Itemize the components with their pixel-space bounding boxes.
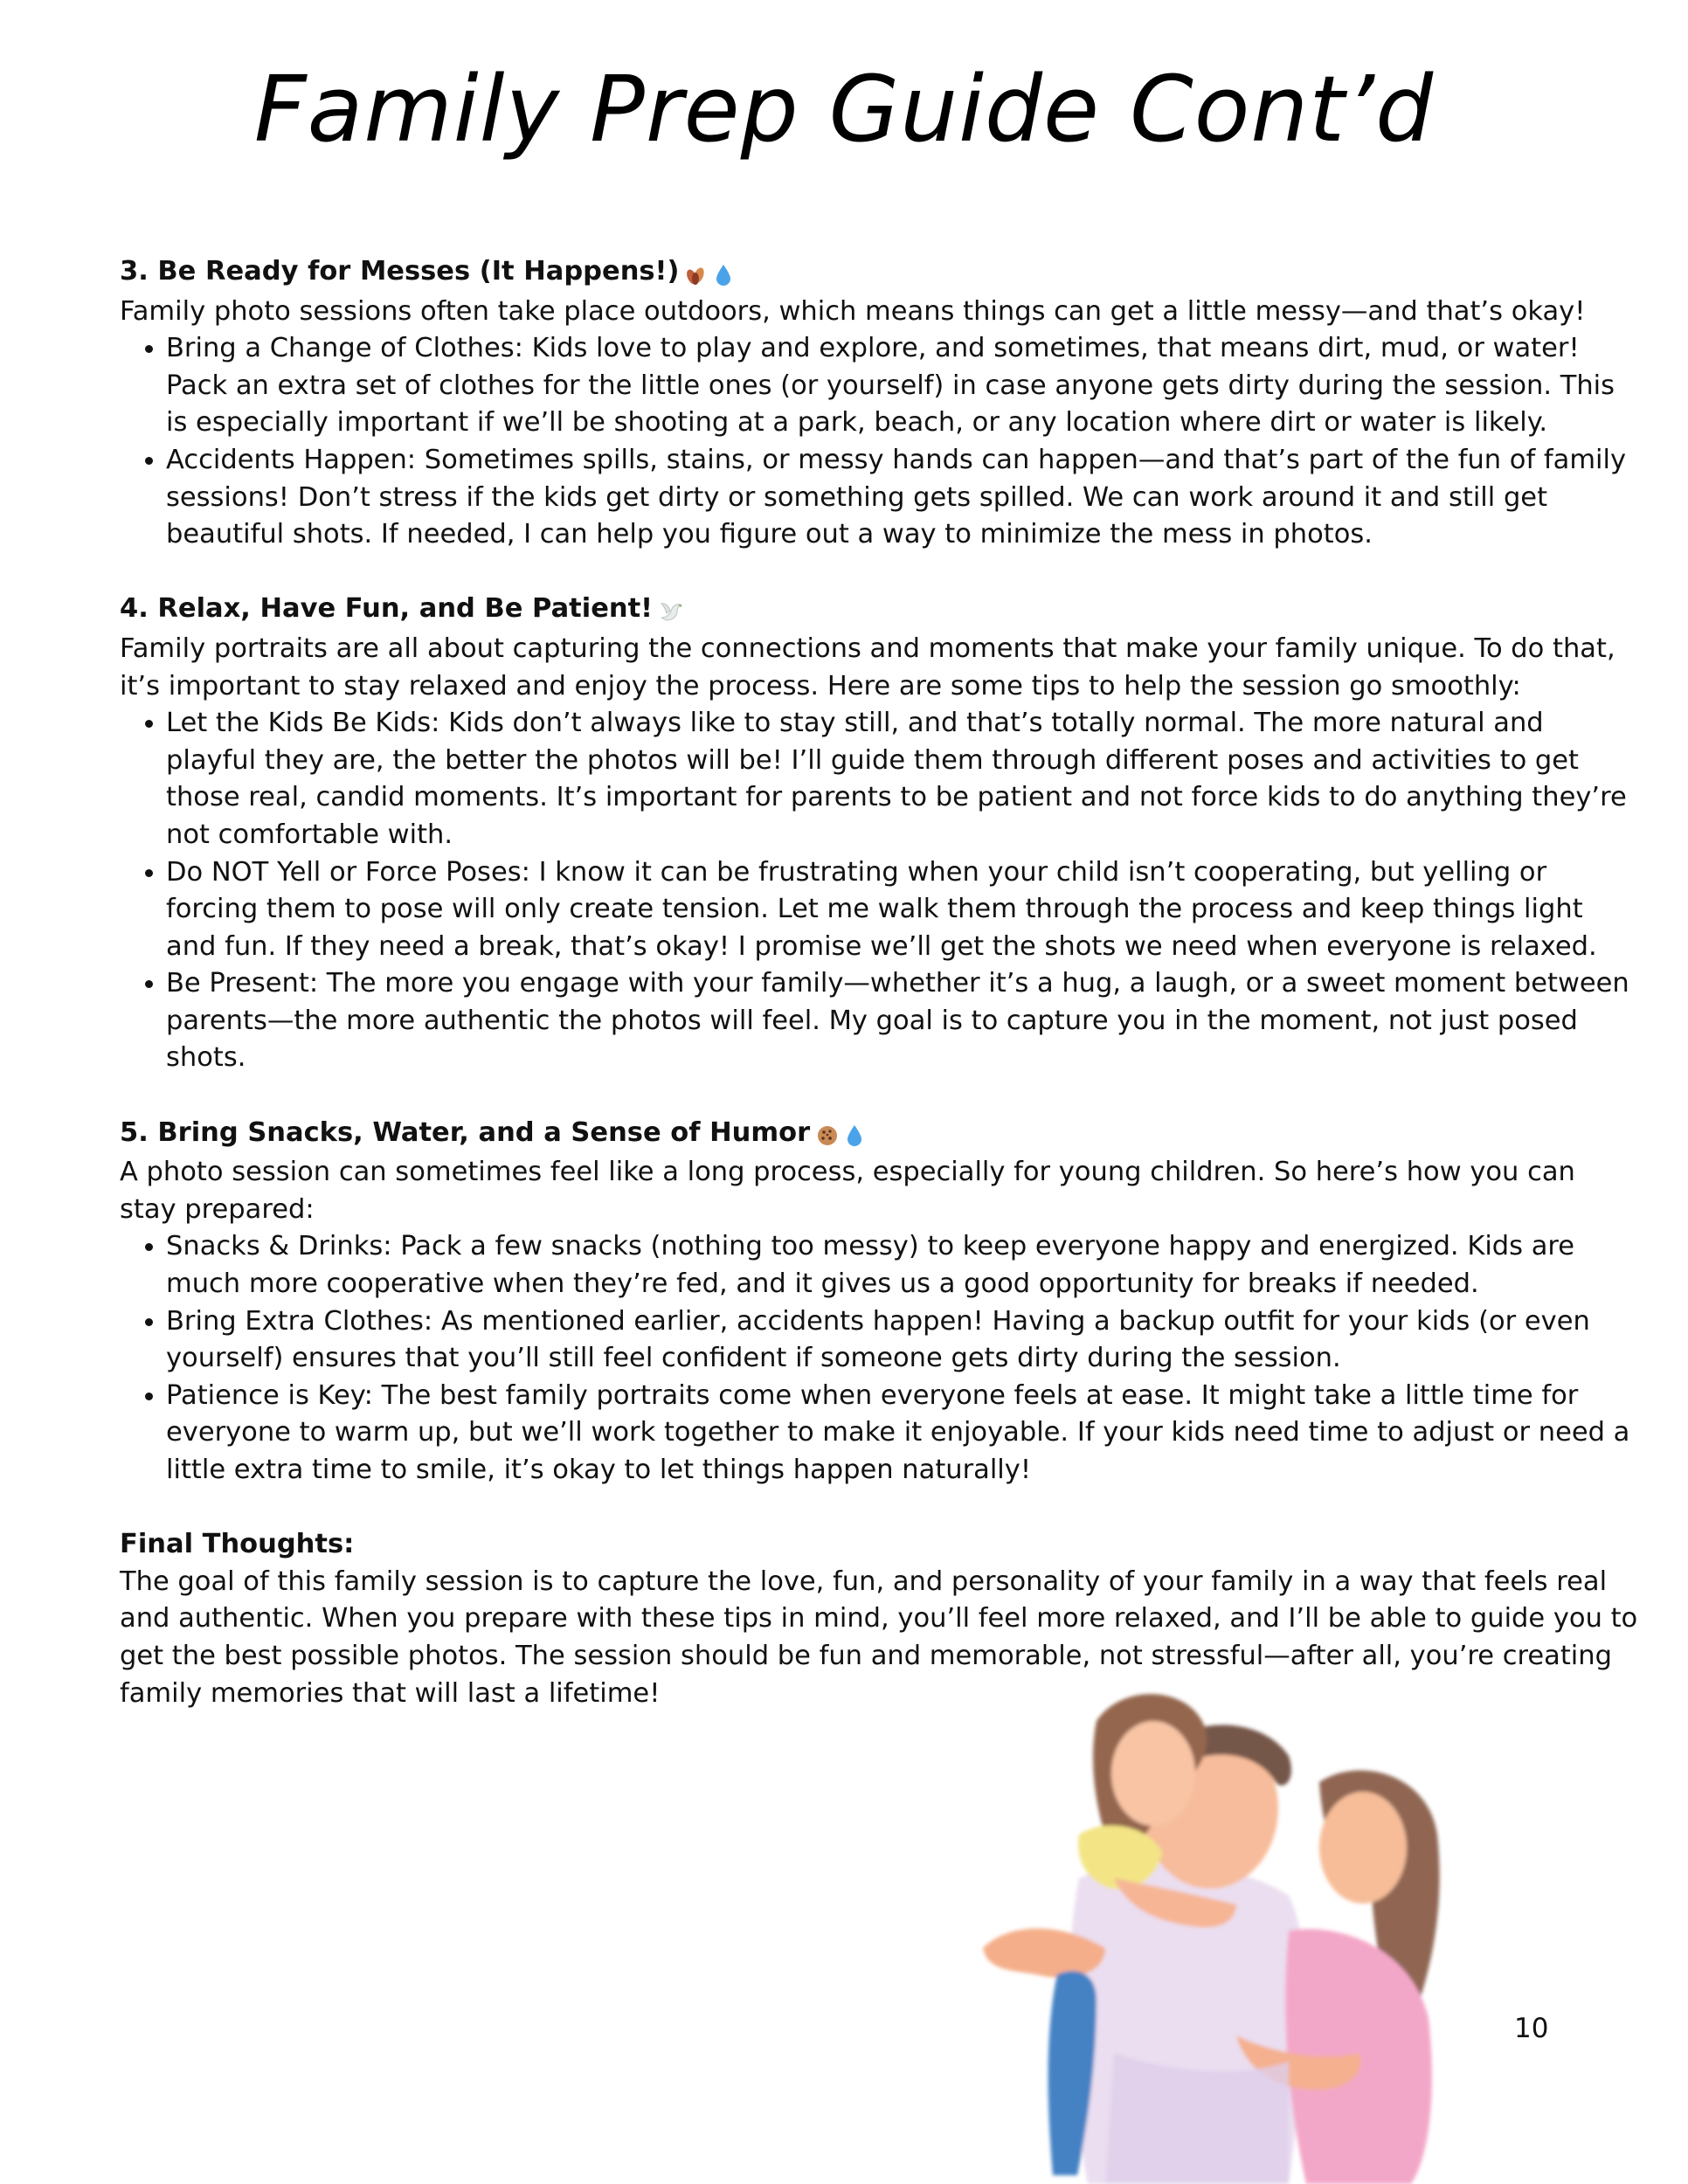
water-drop-icon bbox=[845, 1117, 864, 1155]
section-heading-text: 4. Relax, Have Fun, and Be Patient! bbox=[120, 593, 654, 625]
section-messes bbox=[120, 253, 1640, 554]
section-final-thoughts bbox=[120, 1526, 1640, 1712]
section-heading-text: 5. Bring Snacks, Water, and a Sense of Humor bbox=[120, 1116, 811, 1148]
section-heading bbox=[120, 1115, 1640, 1155]
section-snacks bbox=[120, 1115, 1640, 1489]
list-item: • Let the Kids Be Kids: Kids don’t always like to stay still, and that’s totally normal. The more natural and playful they are, the better the photos will be! I’ll guide them through different poses and activities to get those real, candid moments. It’s important for parents to be patient and not force kids to do anything they’re not comfortable with. bbox=[166, 705, 1640, 854]
list-item: • Bring Extra Clothes: As mentioned earlier, accidents happen! Having a backup outfit for your kids (or even yourself) ensures that you’ll still feel confident if someone gets dirty during the session. bbox=[166, 1303, 1640, 1378]
dove-icon bbox=[658, 593, 684, 631]
guide-content bbox=[120, 253, 1640, 1712]
bullet-list bbox=[120, 330, 1640, 554]
section-intro: Family portraits are all about capturing the connections and moments that make your family unique. To do that, it’s important to stay relaxed and enjoy the process. Here are some tips to help the session go smoothly: bbox=[120, 632, 1615, 702]
section-intro: The goal of this family session is to capture the love, fun, and personality of your family in a way that feels real and authentic. When you prepare with these tips in mind, you’ll feel more relaxed, and I’ll be able to guide you to get the best possible photos. The session should be fun and memorable, not stressful—after all, you’re creating family memories that will last a lifetime! bbox=[120, 1565, 1638, 1709]
bullet-list bbox=[120, 705, 1640, 1077]
cookie-icon bbox=[815, 1117, 840, 1155]
list-item: • Accidents Happen: Sometimes spills, stains, or messy hands can happen—and that’s part of the fun of family sessions! Don’t stress if the kids get dirty or something gets spilled. We can work around it and still get beautiful shots. If needed, I can help you figure out a way to minimize the mess in photos. bbox=[166, 442, 1640, 554]
section-intro: A photo session can sometimes feel like a long process, especially for young children. So here’s how you can stay prepared: bbox=[120, 1157, 1575, 1225]
page-title: Family Prep Guide Cont’d bbox=[253, 56, 1435, 162]
list-item: • Be Present: The more you engage with your family—whether it’s a hug, a laugh, or a sweet moment between parents—the more authentic the photos will feel. My goal is to capture you in the moment, not just posed shots. bbox=[166, 965, 1640, 1077]
watercolor-family-illustration-icon bbox=[974, 1686, 1481, 2184]
section-heading-text: 3. Be Ready for Messes (It Happens!) bbox=[120, 256, 680, 287]
section-intro: Family photo sessions often take place outdoors, which means things can get a little messy—and that’s okay! bbox=[120, 295, 1586, 327]
list-item: • Patience is Key: The best family portraits come when everyone feels at ease. It might take a little time for everyone to warm up, but we’ll work together to make it enjoyable. If your kids need time to adjust or need a little extra time to smile, it’s okay to let things happen naturally! bbox=[166, 1378, 1640, 1489]
section-heading bbox=[120, 253, 1640, 294]
section-heading: Final Thoughts: bbox=[120, 1529, 355, 1560]
section-heading bbox=[120, 591, 1640, 631]
page-number: 10 bbox=[1514, 2013, 1549, 2044]
bullet-list bbox=[120, 1228, 1640, 1489]
leaves-icon bbox=[684, 256, 709, 294]
list-item: • Do NOT Yell or Force Poses: I know it can be frustrating when your child isn’t cooperating, but yelling or forcing them to pose will only create tension. Let me walk them through the process and keep things light and fun. If they need a break, that’s okay! I promise we’ll get the shots we need when everyone is relaxed. bbox=[166, 854, 1640, 966]
list-item: • Snacks & Drinks: Pack a few snacks (nothing too messy) to keep everyone happy and energized. Kids are much more cooperative when they’re fed, and it gives us a good opportunity for breaks if needed. bbox=[166, 1228, 1640, 1303]
section-relax bbox=[120, 591, 1640, 1077]
water-drop-icon bbox=[714, 256, 733, 294]
list-item: • Bring a Change of Clothes: Kids love to play and explore, and sometimes, that means dirt, mud, or water! Pack an extra set of clothes for the little ones (or yourself) in case anyone gets dirty during the session. This is especially important if we’ll be shooting at a park, beach, or any location where dirt or water is likely. bbox=[166, 330, 1640, 442]
